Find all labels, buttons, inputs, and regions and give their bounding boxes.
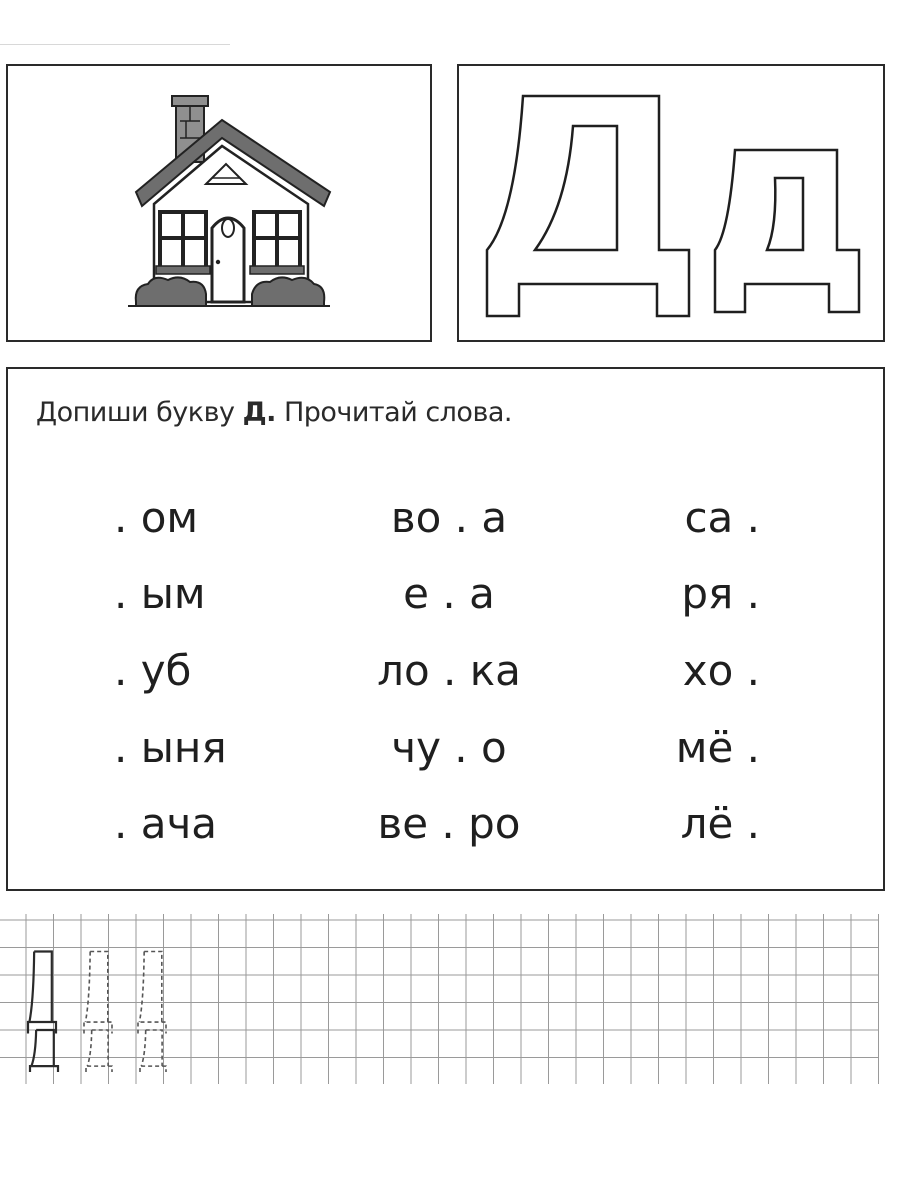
house-picture-panel: [6, 64, 432, 342]
writing-grid: [0, 914, 884, 1084]
word-item: са .: [684, 493, 760, 542]
grid-lines: [0, 914, 884, 1084]
house-icon: [8, 66, 434, 344]
instruction-letter: Д.: [242, 397, 276, 428]
instruction-prefix: Допиши букву: [36, 397, 243, 428]
word-item: лё .: [680, 799, 760, 848]
word-item: ря .: [681, 569, 760, 618]
letter-outline-panel: [457, 64, 885, 342]
exercise-instruction: [36, 397, 512, 428]
word-item: во . а: [390, 493, 508, 542]
word-item: чу . о: [391, 723, 507, 772]
word-item: мё .: [675, 723, 760, 772]
letter-trace-lower: [86, 1030, 112, 1072]
word-item: хо .: [682, 646, 760, 695]
letter-sample-upper: [28, 952, 56, 1034]
word-item: . ым: [114, 569, 206, 618]
word-item: ве . ро: [377, 799, 521, 848]
instruction-suffix: Прочитай слова.: [275, 397, 512, 428]
word-item: . ача: [114, 799, 217, 848]
letter-sample-lower: [30, 1030, 58, 1072]
word-item: . ом: [114, 493, 199, 542]
letter-trace-lower: [140, 1030, 166, 1072]
letter-outline-graphic: [459, 66, 887, 344]
word-item: . ыня: [114, 723, 227, 772]
word-item: ло . ка: [377, 646, 521, 695]
letter-trace-upper: [84, 952, 112, 1034]
top-rule: [0, 44, 230, 45]
letter-trace-upper: [138, 952, 166, 1034]
word-item: . уб: [114, 646, 192, 695]
word-item: е . а: [403, 569, 495, 618]
exercise-panel: [6, 367, 885, 891]
